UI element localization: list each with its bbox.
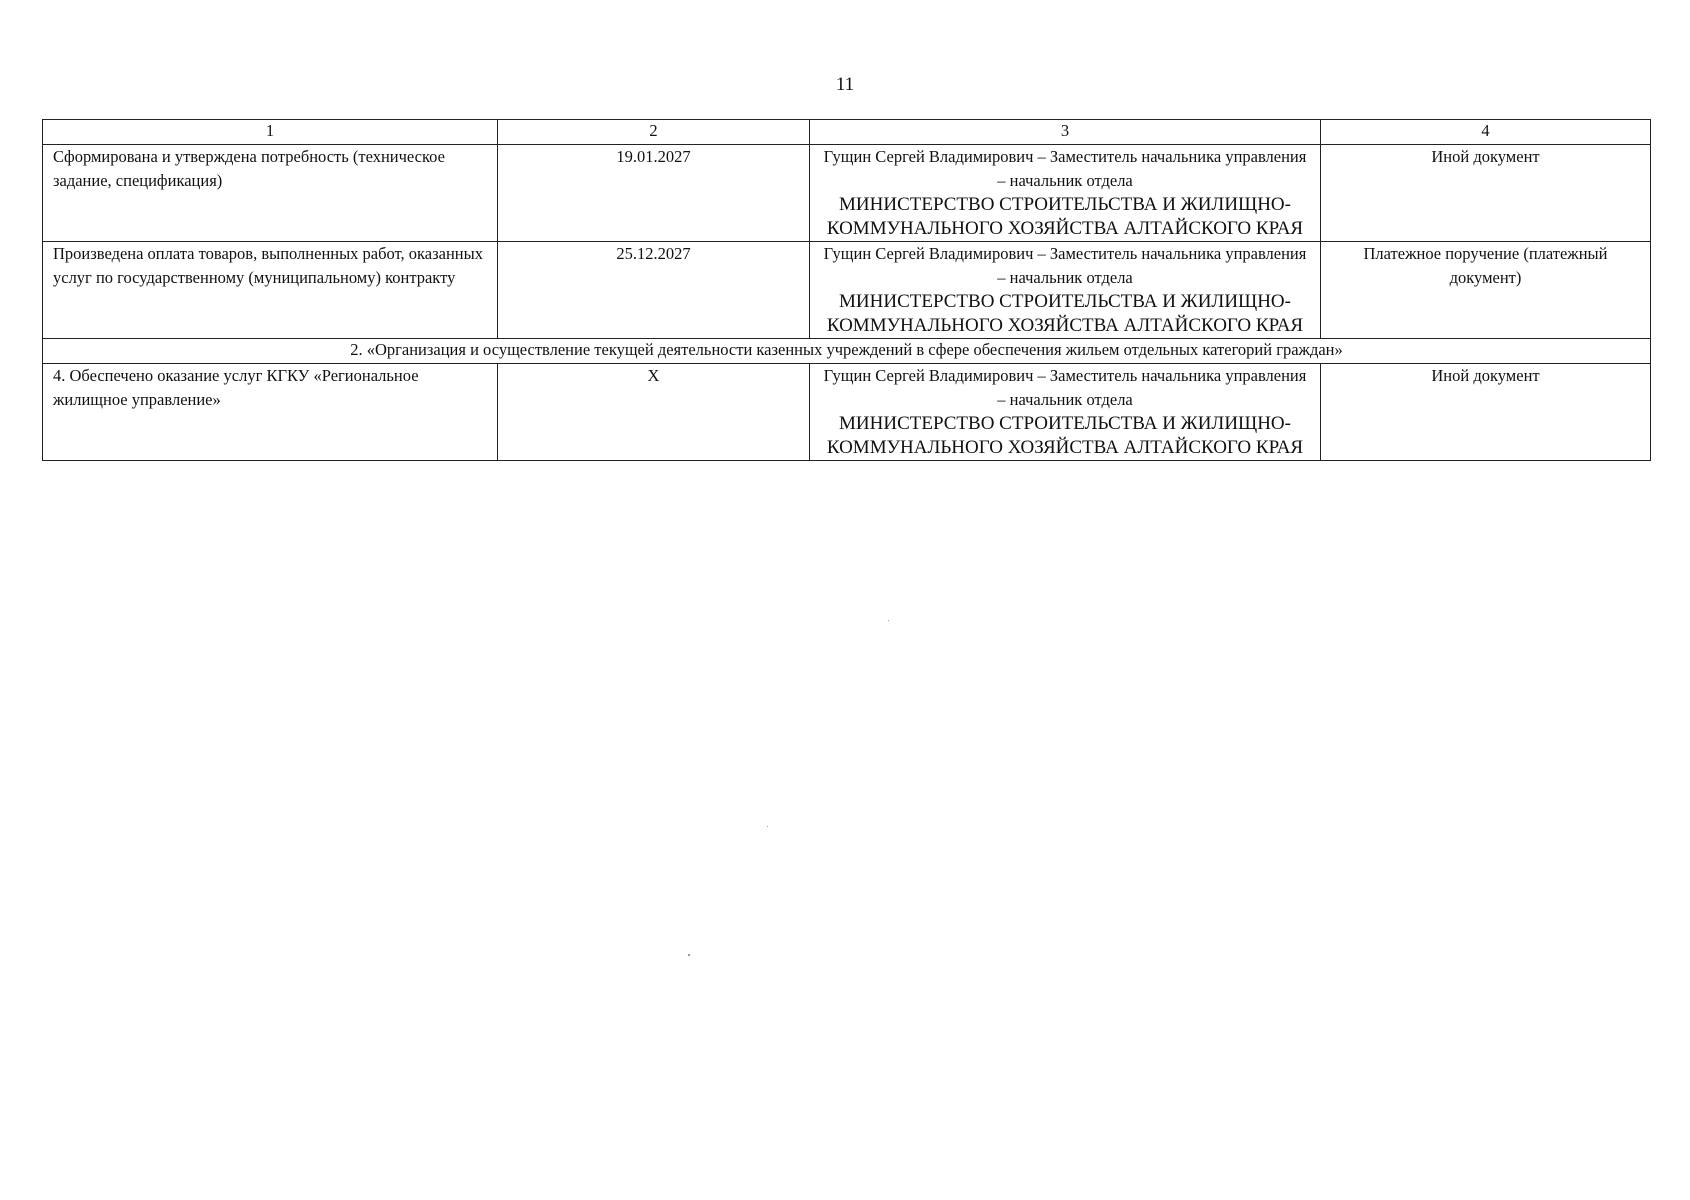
column-header: 3 bbox=[810, 120, 1321, 145]
row-document: Платежное поручение (платежный документ) bbox=[1321, 242, 1651, 339]
row-responsible bbox=[810, 242, 1321, 339]
row-date: 19.01.2027 bbox=[498, 145, 810, 242]
responsible-person: Гущин Сергей Владимирович – Заместитель начальника управления – начальник отдела bbox=[823, 244, 1307, 287]
responsible-organization: МИНИСТЕРСТВО СТРОИТЕЛЬСТВА И ЖИЛИЩНО-КОММУНАЛЬНОГО ХОЗЯЙСТВА АЛТАЙСКОГО КРАЯ bbox=[826, 413, 1304, 458]
table-row bbox=[43, 145, 1651, 242]
responsible-person: Гущин Сергей Владимирович – Заместитель начальника управления – начальник отдела bbox=[823, 147, 1307, 190]
table-row bbox=[43, 364, 1651, 461]
row-responsible bbox=[810, 364, 1321, 461]
scan-speck bbox=[688, 954, 690, 956]
responsible-organization: МИНИСТЕРСТВО СТРОИТЕЛЬСТВА И ЖИЛИЩНО-КОММУНАЛЬНОГО ХОЗЯЙСТВА АЛТАЙСКОГО КРАЯ bbox=[826, 291, 1304, 336]
column-header: 2 bbox=[498, 120, 810, 145]
responsible-organization: МИНИСТЕРСТВО СТРОИТЕЛЬСТВА И ЖИЛИЩНО-КОММУНАЛЬНОГО ХОЗЯЙСТВА АЛТАЙСКОГО КРАЯ bbox=[826, 194, 1304, 239]
scan-speck bbox=[888, 620, 889, 621]
row-date: X bbox=[498, 364, 810, 461]
row-description: Произведена оплата товаров, выполненных работ, оказанных услуг по государственному (муниципальному) контракту bbox=[43, 242, 498, 339]
scan-speck bbox=[767, 826, 768, 827]
column-header: 1 bbox=[43, 120, 498, 145]
page-number: 11 bbox=[835, 74, 855, 95]
responsible-person: Гущин Сергей Владимирович – Заместитель начальника управления – начальник отдела bbox=[823, 366, 1307, 409]
section-title: 2. «Организация и осуществление текущей деятельности казенных учреждений в сфере обеспечения жильем отдельных категорий граждан» bbox=[43, 339, 1651, 364]
row-responsible bbox=[810, 145, 1321, 242]
plan-table bbox=[42, 119, 1651, 461]
table-row bbox=[43, 242, 1651, 339]
column-header: 4 bbox=[1321, 120, 1651, 145]
row-description: Сформирована и утверждена потребность (техническое задание, спецификация) bbox=[43, 145, 498, 242]
section-header-row bbox=[43, 339, 1651, 364]
row-document: Иной документ bbox=[1321, 364, 1651, 461]
row-document: Иной документ bbox=[1321, 145, 1651, 242]
row-date: 25.12.2027 bbox=[498, 242, 810, 339]
table-header-row bbox=[43, 120, 1651, 145]
row-description: 4. Обеспечено оказание услуг КГКУ «Региональное жилищное управление» bbox=[43, 364, 498, 461]
